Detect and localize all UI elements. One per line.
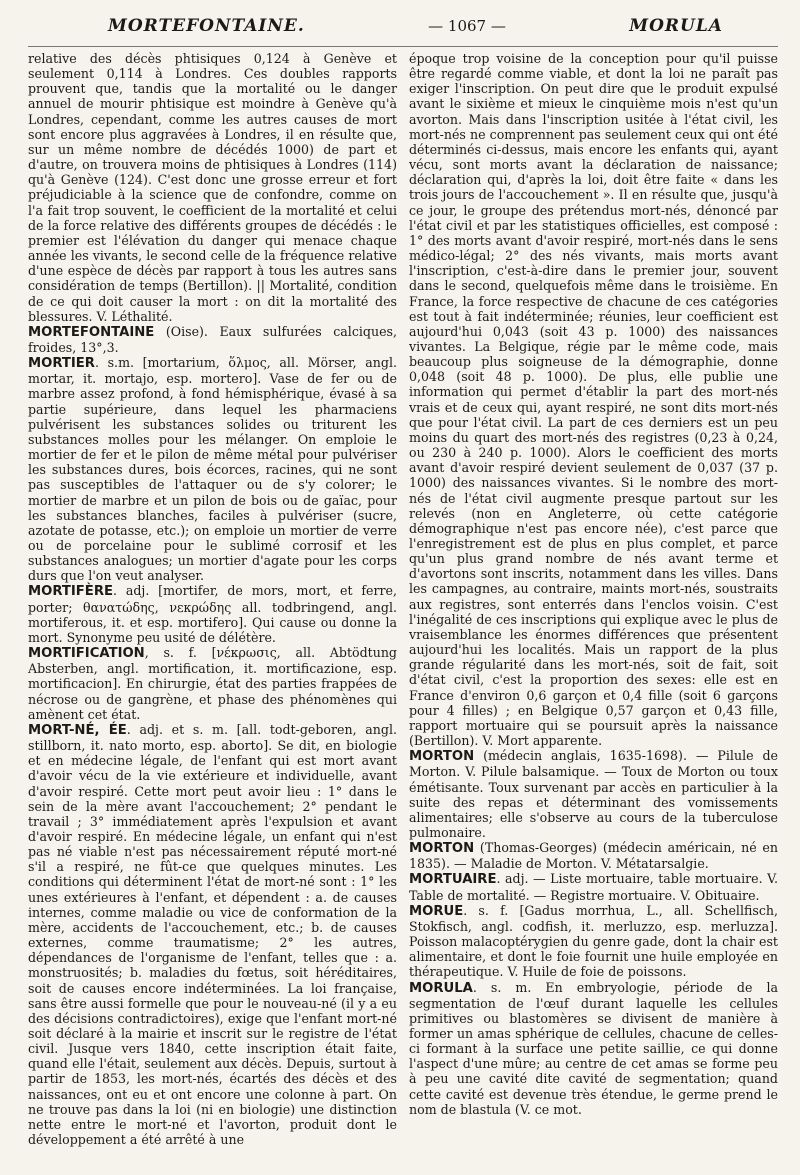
entry-text: (médecin anglais, 1635-1698). — Pilule de Morton. V. Pilule balsamique. — Toux de Morton ou toux émétisante. Toux survenant par accès en particulier à la suite des repas et déterminant des vomissements alimentaires; elle s'observe au cours de la tuberculose pulmonaire. bbox=[409, 748, 778, 840]
dictionary-entry bbox=[409, 903, 778, 980]
dictionary-entry bbox=[409, 748, 778, 840]
entry-text: . adj. — Liste mortuaire, table mortuaire. V. Table de mortalité. — Registre mortuaire. V. Obituaire. bbox=[409, 871, 778, 903]
entry-text: (Oise). Eaux sulfurées calciques, froides, 13°,3. bbox=[28, 323, 397, 355]
entry-text: . s.m. [mortarium, ὅλμος, all. Mörser, angl. mortar, it. mortajo, esp. mortero]. Vase de fer ou de marbre assez profond, à fond hémisphérique, évasé à sa partie supérieure, dans lequel les pharmaciens pulvérisent les substances solides ou triturent les substances molles pour les mélanger. On emploie le mortier de fer et le pilon de même métal pour pulvériser les substances dures, bois écorces, racines, qui ne sont pas susceptibles de l'attaquer ou de s'y colorer; le mortier de marbre et un pilon de bois ou de gaïac, pour les substances blanches, faciles à pulvériser (sucre, azotate de potasse, etc.); on emploie un mortier de verre ou de porcelaine pour le sublimé corrosif et les substances analogues; un mortier d'agate pour les corps durs que l'on veut analyser. bbox=[28, 355, 397, 584]
headword: MORTON bbox=[409, 749, 475, 765]
headword: MORTIFÈRE bbox=[28, 584, 113, 600]
text-columns bbox=[28, 51, 778, 1166]
dictionary-entry bbox=[409, 980, 778, 1117]
continuation-text: époque trop voisine de la conception pour qu'il puisse être regardé comme viable, et dont la loi ne paraît pas exiger l'inscription. On peut dire que le produit expulsé avant le sixième et mieux le cinquième mois n'est qu'un avorton. Mais dans l'inscription usitée à l'état civil, les mort-nés ne comprennent pas seulement ceux qui ont été déterminés ci-dessus, mais encore les enfants qui, ayant vécu, sont morts avant la déclaration de naissance; déclaration qui, d'après la loi, doit être faite « dans les trois jours de l'accouchement ». Il en résulte que, jusqu'à ce jour, le groupe des prétendus mort-nés, dénoncé par l'état civil et par les statistiques officielles, est composé : 1° des morts avant d'avoir respiré, mort-nés dans le sens médico-légal; 2° des nés vivants, mais morts avant l'inscription, c'est-à-dire dans le premier jour, souvent dans le second, quelquefois même dans le troisième. En France, la force respective de chacune de ces catégories est tout à fait indéterminée; réunies, leur coefficient est aujourd'hui 0,043 (soit 43 p. 1000) des naissances vivantes. La Belgique, régie par le même code, mais beaucoup plus soigneuse de la démographie, donne 0,048 (soit 48 p. 1000). De plus, elle publie une information qui permet d'établir la part des mort-nés vrais et de ceux qui, ayant respiré, ne sont dits mort-nés que pour l'état civil. La part de ces derniers est un peu moins du quart des mort-nés des registres (0,23 à 0,24, ou 230 à 240 p. 1000). Alors le coefficient des morts avant d'avoir respiré devient seulement de 0,037 (37 p. 1000) des naissances vivantes. Si le nombre des mort-nés de l'état civil augmente presque partout sur les relevés (non en Angleterre, où cette catégorie démographique n'est pas encore née), c'est parce que l'enregistrement est de plus en plus complet, et parce qu'un plus grand nombre de nés avant terme et d'avortons sont inscrits, notamment dans les villes. Dans les campagnes, au contraire, maints mort-nés, soustraits aux registres, sont enterrés dans l'enclos voisin. C'est l'inégalité de ces inscriptions qui explique avec le plus de vraisemblance les énormes différences que présentent aujourd'hui les localités. Mais un rapport de la plus grande régularité dans les mort-nés, soit de fait, soit d'état civil, c'est la proportion des sexes: elle est en France d'environ 0,6 garçon et 0,4 fille (soit 6 garçons pour 4 filles) ; en Belgique 0,57 garçon et 0,43 fille, rapport mortuaire qui se poursuit après la naissance (Bertillon). V. Mort apparente. bbox=[409, 51, 778, 749]
entry-text: . adj. et s. m. [all. todt-geboren, angl. stillborn, it. nato morto, esp. aborto]. Se dit, en biologie et en médecine légale, de l'enfant qui est mort avant d'avoir vécu de la vie extérieure et individuelle, avant d'avoir respiré. Cette mort peut avoir lieu : 1° dans le sein de la mère avant l'accouchement; 2° pendant le travail ; 3° immédiatement après l'expulsion et avant d'avoir respiré. En médecine légale, un enfant qui n'est pas né viable n'est pas nécessairement réputé mort-né s'il a respiré, ne fût-ce que quelques minutes. Les conditions qui déterminent l'état de mort-né sont : 1° les unes extérieures à l'enfant, et dépendent : a. de causes internes, comme maladie ou vice de conformation de la mère, accidents de l'accouchement, etc.; b. de causes externes, comme traumatisme; 2° les autres, dépendances de l'organisme de l'enfant, telles que : a. monstruosités; b. maladies du fœtus, soit héréditaires, soit de causes encore indéterminées. La loi française, sans être aussi formelle que pour le nouveau-né (il y a eu des décisions contradictoires), exige que l'enfant mort-né soit déclaré à la mairie et inscrit sur le registre de l'état civil. Jusque vers 1840, cette inscription était faite, quand elle l'était, seulement aux décès. Depuis, surtout à partir de 1853, les mort-nés, écartés des décès et des naissances, ont eu et ont encore une colonne à part. On ne trouve pas dans la loi (ni en biologie) une distinction nette entre le mort-né et l'avorton, produit dont le développement a été arrêté à une bbox=[28, 721, 397, 1148]
dictionary-entry bbox=[409, 871, 778, 902]
headword: MORTIER bbox=[28, 356, 95, 372]
headword: MORTEFONTAINE bbox=[28, 324, 155, 340]
continuation-text: relative des décès phtisiques 0,124 à Genève et seulement 0,114 à Londres. Ces doubles rapports prouvent que, tandis que la mortalité ou le danger annuel de mourir phtisique est moindre à Genève qu'à Londres, cependant, comme les autres causes de mort sont encore plus aggravées à Londres, il en résulte que, sur un même nombre de décédés 1000) de part et d'autre, on trouvera moins de phtisiques à Londres (114) qu'à Genève (124). C'est donc une grosse erreur et fort préjudiciable à la science que de confondre, comme on l'a fait trop souvent, le coefficient de la mortalité et celui de la force relative des différents groupes de décédés : le premier est l'élévation du danger qui menace chaque année les vivants, le second celle de la fréquence relative d'une espèce de décès par rapport à tous les autres sans considération de temps (Bertillon). || Mortalité, condition de ce qui doit causer la mort : on dit la mortalité des blessures. V. Léthalité. bbox=[28, 51, 397, 324]
dictionary-entry bbox=[409, 840, 778, 871]
headword: MORTUAIRE bbox=[409, 872, 497, 888]
entry-text: (Thomas-Georges) (médecin américain, né en 1835). — Maladie de Morton. V. Métatarsalgie. bbox=[409, 840, 778, 872]
headword: MORULA bbox=[409, 980, 473, 996]
entry-text: , s. f. [νέκρωσις, all. Abtödtung Absterben, angl. mortification, it. mortificazione, esp. mortificacion]. En chirurgie, état des parties frappées de nécrose ou de gangrène, et phase des phénomènes qui amènent cet état. bbox=[28, 645, 397, 722]
entry-text: . s. f. [Gadus morrhua, L., all. Schellfisch, Stokfisch, angl. codfish, it. merluzzo, esp. merluzza]. Poisson malacoptérygien du genre gade, dont la chair est alimentaire, et dont le foie fournit une huile employée en thérapeutique. V. Huile de foie de poissons. bbox=[409, 902, 778, 980]
page-number: — 1067 — bbox=[428, 17, 506, 35]
entry-text: . adj. [mortifer, de mors, mort, et ferre, porter; θανατώδης, νεκρώδης all. todbringend, angl. mortiferous, it. et esp. mortifero]. Qui cause ou donne la mort. Synonyme peu usité de délétère. bbox=[28, 583, 397, 645]
headword: MORT-NÉ, ÉE bbox=[28, 722, 127, 738]
running-head-right: MORULA bbox=[629, 16, 723, 36]
dictionary-entry bbox=[28, 583, 397, 645]
dictionary-entry bbox=[28, 324, 397, 355]
running-header bbox=[28, 16, 778, 47]
headword: MORUE bbox=[409, 903, 464, 919]
headword: MORTIFICATION bbox=[28, 646, 145, 662]
right-column bbox=[409, 51, 778, 1166]
headword: MORTON bbox=[409, 841, 475, 857]
entry-text: . s. m. En embryologie, période de la segmentation de l'œuf durant laquelle les cellules primitives ou blastomères se divisent de manière à former un amas sphérique de cellules, chacune de celles-ci formant à la surface une petite saillie, ce qui donne l'aspect d'une mûre; au centre de cet amas se forme peu à peu une cavité dite cavité de segmentation; quand cette cavité est devenue très étendue, le germe prend le nom de blastula (V. ce mot. bbox=[409, 979, 778, 1117]
running-head-left: MORTEFONTAINE. bbox=[108, 16, 305, 36]
dictionary-entry bbox=[28, 645, 397, 722]
dictionary-entry bbox=[28, 722, 397, 1147]
left-column bbox=[28, 51, 397, 1166]
dictionary-entry bbox=[28, 355, 397, 583]
